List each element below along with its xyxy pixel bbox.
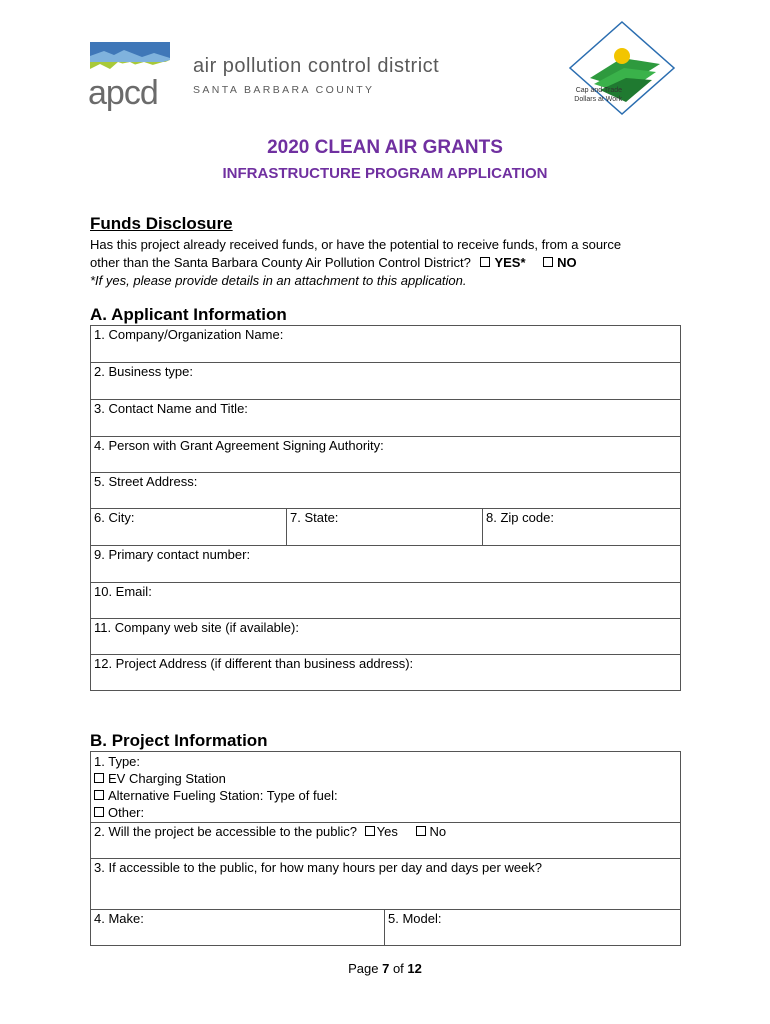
- funds-heading: Funds Disclosure: [90, 214, 233, 233]
- funds-question: Has this project already received funds, or have the potential to receive funds, from a source other than the Santa Barbara County Air Pollution Control District? YES* NO *If yes, please provide details in an attachment to this application.: [90, 237, 622, 288]
- org-county: SANTA BARBARA COUNTY: [193, 84, 375, 96]
- contact-name-field[interactable]: 3. Contact Name and Title:: [91, 400, 681, 437]
- org-name: air pollution control district: [193, 55, 440, 77]
- section-b-heading: B. Project Information: [90, 731, 268, 750]
- company-field[interactable]: 1. Company/Organization Name:: [91, 326, 681, 363]
- street-address-field[interactable]: 5. Street Address:: [91, 473, 681, 509]
- page-subtitle: INFRASTRUCTURE PROGRAM APPLICATION: [222, 165, 548, 182]
- applicant-table: [90, 325, 681, 691]
- yes-checkbox[interactable]: [480, 257, 490, 267]
- apcd-acronym: apcd: [88, 74, 158, 112]
- other-checkbox[interactable]: [94, 807, 104, 817]
- zip-field[interactable]: 8. Zip code:: [483, 509, 681, 546]
- state-field[interactable]: 7. State:: [287, 509, 483, 546]
- ev-checkbox[interactable]: [94, 773, 104, 783]
- public-access-field: 2. Will the project be accessible to the public? Yes No: [91, 823, 681, 859]
- page-title: 2020 CLEAN AIR GRANTS: [267, 137, 503, 158]
- alt-fuel-checkbox[interactable]: [94, 790, 104, 800]
- section-a-heading: A. Applicant Information: [90, 305, 287, 324]
- city-field[interactable]: 6. City:: [91, 509, 287, 546]
- page-number: Page 7 of 12: [348, 961, 422, 976]
- public-no-checkbox[interactable]: [416, 826, 426, 836]
- project-table: [90, 751, 681, 946]
- email-field[interactable]: 10. Email:: [91, 583, 681, 619]
- cci-tagline: Cap and Trade Dollars at Work: [574, 87, 622, 103]
- hours-field[interactable]: 3. If accessible to the public, for how many hours per day and days per week?: [91, 859, 681, 910]
- project-address-field[interactable]: 12. Project Address (if different than business address):: [91, 655, 681, 691]
- model-field[interactable]: 5. Model:: [385, 910, 681, 946]
- website-field[interactable]: 11. Company web site (if available):: [91, 619, 681, 655]
- public-yes-checkbox[interactable]: [365, 826, 375, 836]
- make-field[interactable]: 4. Make:: [91, 910, 385, 946]
- no-checkbox[interactable]: [543, 257, 553, 267]
- cci-arc-text: [583, 22, 683, 23]
- type-field: 1. Type: EV Charging Station Alternative Fueling Station: Type of fuel: Other:: [91, 752, 681, 823]
- business-type-field[interactable]: 2. Business type:: [91, 363, 681, 400]
- phone-field[interactable]: 9. Primary contact number:: [91, 546, 681, 583]
- signer-field[interactable]: 4. Person with Grant Agreement Signing Authority:: [91, 437, 681, 473]
